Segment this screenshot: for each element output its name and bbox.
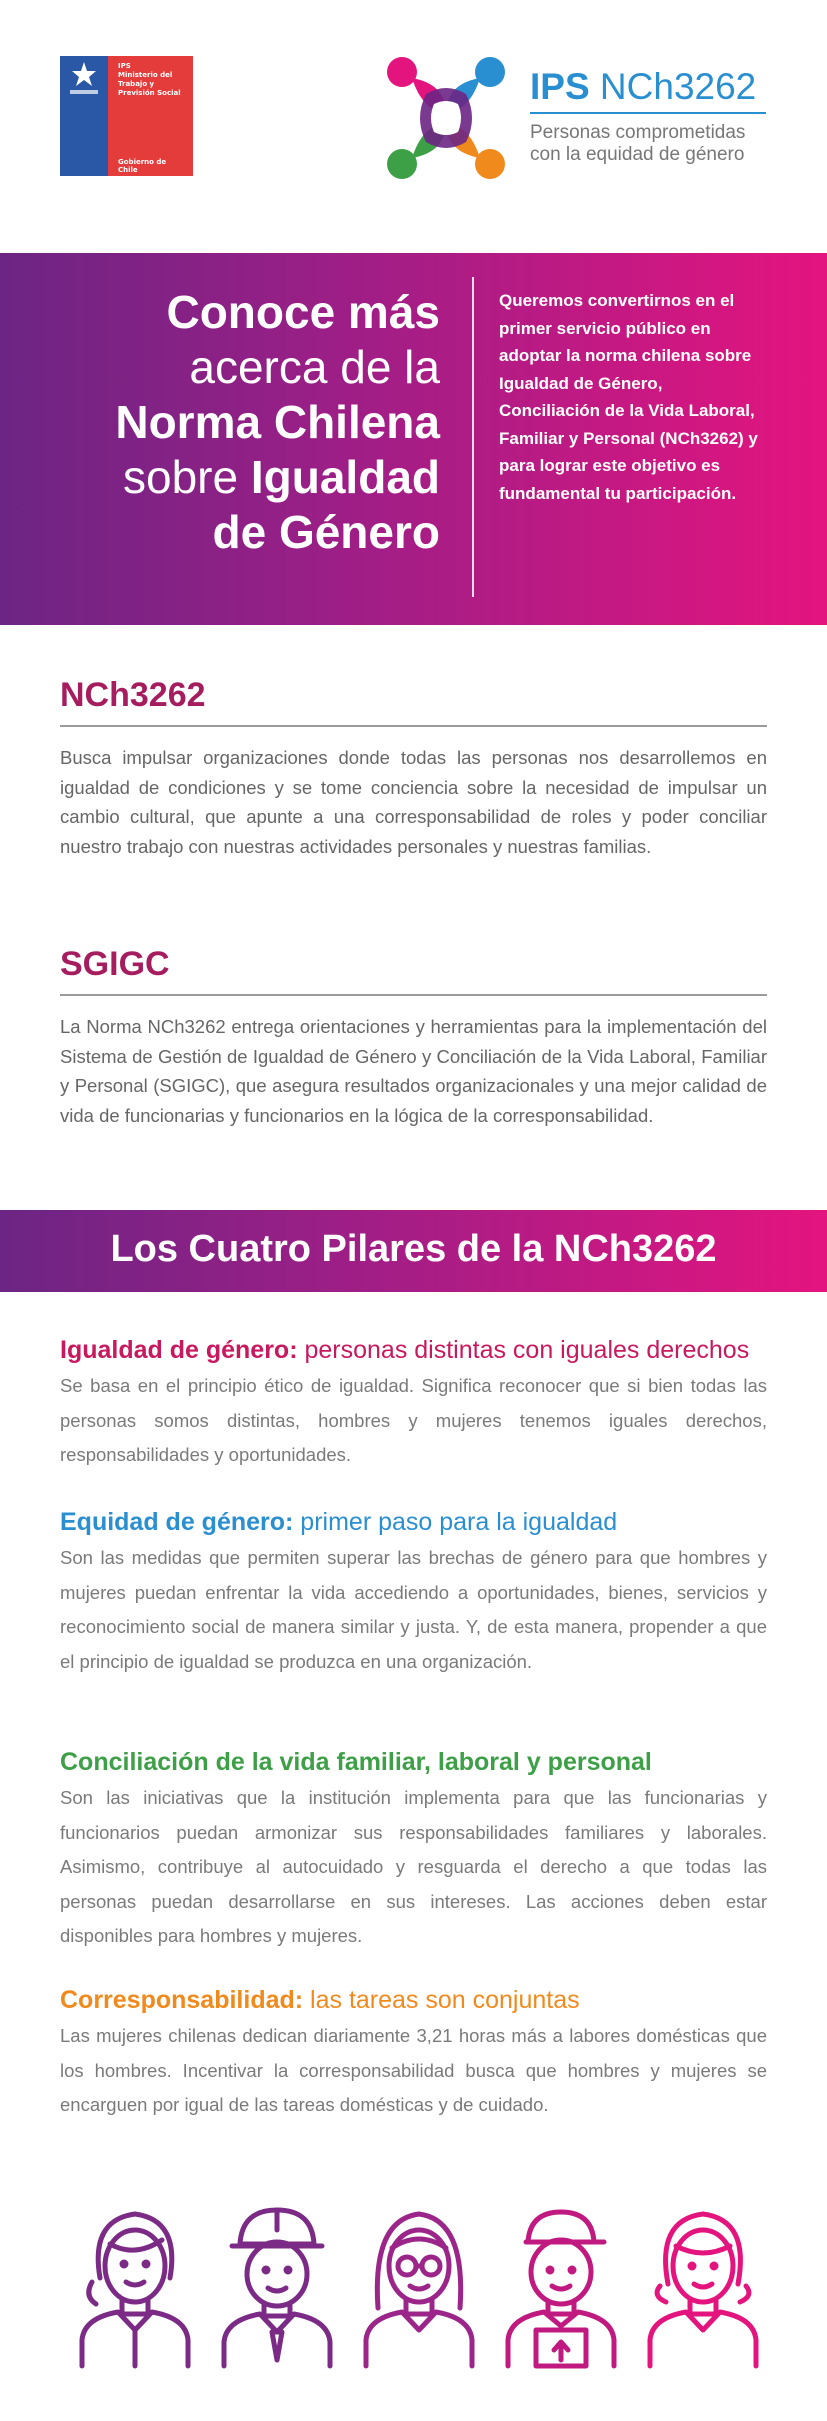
woman-icon — [70, 2200, 200, 2370]
header — [0, 0, 827, 253]
pillar-igualdad — [60, 1333, 767, 1473]
pillar-heading: Igualdad de género: personas distintas con iguales derechos — [60, 1336, 750, 1364]
pillar-conciliacion — [60, 1745, 767, 1954]
ips-title-rule — [530, 112, 766, 114]
hero-title: Conoce más acerca de la Norma Chilena sobre Igualdad de Género — [115, 286, 440, 558]
pillar-body: Son las medidas que permiten superar las brechas de género para que hombres y mujeres puedan enfrentar la vida accediendo a oportunidades, bienes, servicios y reconocimiento social de manera similar y justa. Y, de esta manera, propender a que el principio de igualdad se produzca en una organización. — [60, 1547, 767, 1672]
pillar-body: Se basa en el principio ético de igualdad. Significa reconocer que si bien todas las personas somos distintas, hombres y mujeres tenemos iguales derechos, responsabilidades y oportunidades. — [60, 1375, 767, 1465]
logo-ips-label: IPS Ministerio del Trabajo y Previsión Social — [118, 62, 181, 97]
chile-crest-icon — [66, 56, 102, 100]
hero-intro-text: Queremos convertirnos en el primer servicio público en adoptar la norma chilena sobre Igualdad de Género, Conciliación de la Vida Laboral, Familiar y Personal (NCh3262) y para lograr este objetivo es fundamental tu participación. — [499, 291, 758, 503]
section-rule — [60, 994, 767, 996]
pillar-heading: Conciliación de la vida familiar, laboral y personal — [60, 1748, 652, 1776]
pillar-equidad — [60, 1505, 767, 1679]
section-sgigc — [60, 945, 767, 1130]
people-illustrations — [70, 2200, 770, 2370]
pillar-body: Son las iniciativas que la institución implementa para que las funcionarias y funcionarios puedan armonizar sus responsabilidades familiares y laborales. Asimismo, contribuye al autocuidado y resguarda el derecho a que todas las personas puedan desarrollarse en sus intereses. Las acciones deben estar disponibles para hombres y mujeres. — [60, 1787, 767, 1946]
gobierno-de-chile-logo — [60, 56, 193, 176]
woman-glasses-icon — [354, 2200, 484, 2370]
pillar-body: Las mujeres chilenas dedican diariamente 3,21 horas más a labores domésticas que los hombres. Incentivar la corresponsabilidad busca que hombres y mujeres se encarguen por igual de las tareas domésticas y de cuidado. — [60, 2025, 767, 2115]
section-rule — [60, 725, 767, 727]
pilares-title: Los Cuatro Pilares de la NCh3262 — [110, 1228, 717, 1270]
ips-people-circle-logo — [382, 54, 510, 182]
pillar-heading: Equidad de género: primer paso para la igualdad — [60, 1508, 618, 1536]
worker-helmet-icon — [212, 2200, 342, 2370]
delivery-man-icon — [496, 2200, 626, 2370]
woman-icon — [638, 2200, 768, 2370]
section-heading: NCh3262 — [60, 676, 206, 714]
section-heading: SGIGC — [60, 945, 170, 983]
hero-divider — [472, 277, 474, 597]
section-nch3262 — [60, 676, 767, 861]
hero-banner — [0, 253, 827, 625]
section-body: Busca impulsar organizaciones donde todas las personas nos desarrollemos en igualdad de condiciones y se tome conciencia sobre la necesidad de impulsar un cambio cultural, que apunte a una corresponsabilidad de roles y poder conciliar nuestro trabajo con nuestras actividades personales y nuestras familias. — [60, 747, 767, 857]
pillar-heading: Corresponsabilidad: las tareas son conjuntas — [60, 1986, 580, 2014]
ips-subtitle: Personas comprometidas con la equidad de género — [530, 122, 746, 165]
pilares-banner — [0, 1210, 827, 1292]
ips-nch3262-title: IPS NCh3262 — [530, 66, 757, 107]
pillar-corresponsabilidad — [60, 1983, 767, 2123]
section-body: La Norma NCh3262 entrega orientaciones y herramientas para la implementación del Sistema de Gestión de Igualdad de Género y Conciliación de la Vida Laboral, Familiar y Personal (SGIGC), que asegura resultados organizacionales y una mejor calidad de vida de funcionarias y funcionarios en la lógica de la corresponsabilidad. — [60, 1016, 767, 1126]
logo-gobierno-label: Gobierno de Chile — [118, 158, 167, 174]
